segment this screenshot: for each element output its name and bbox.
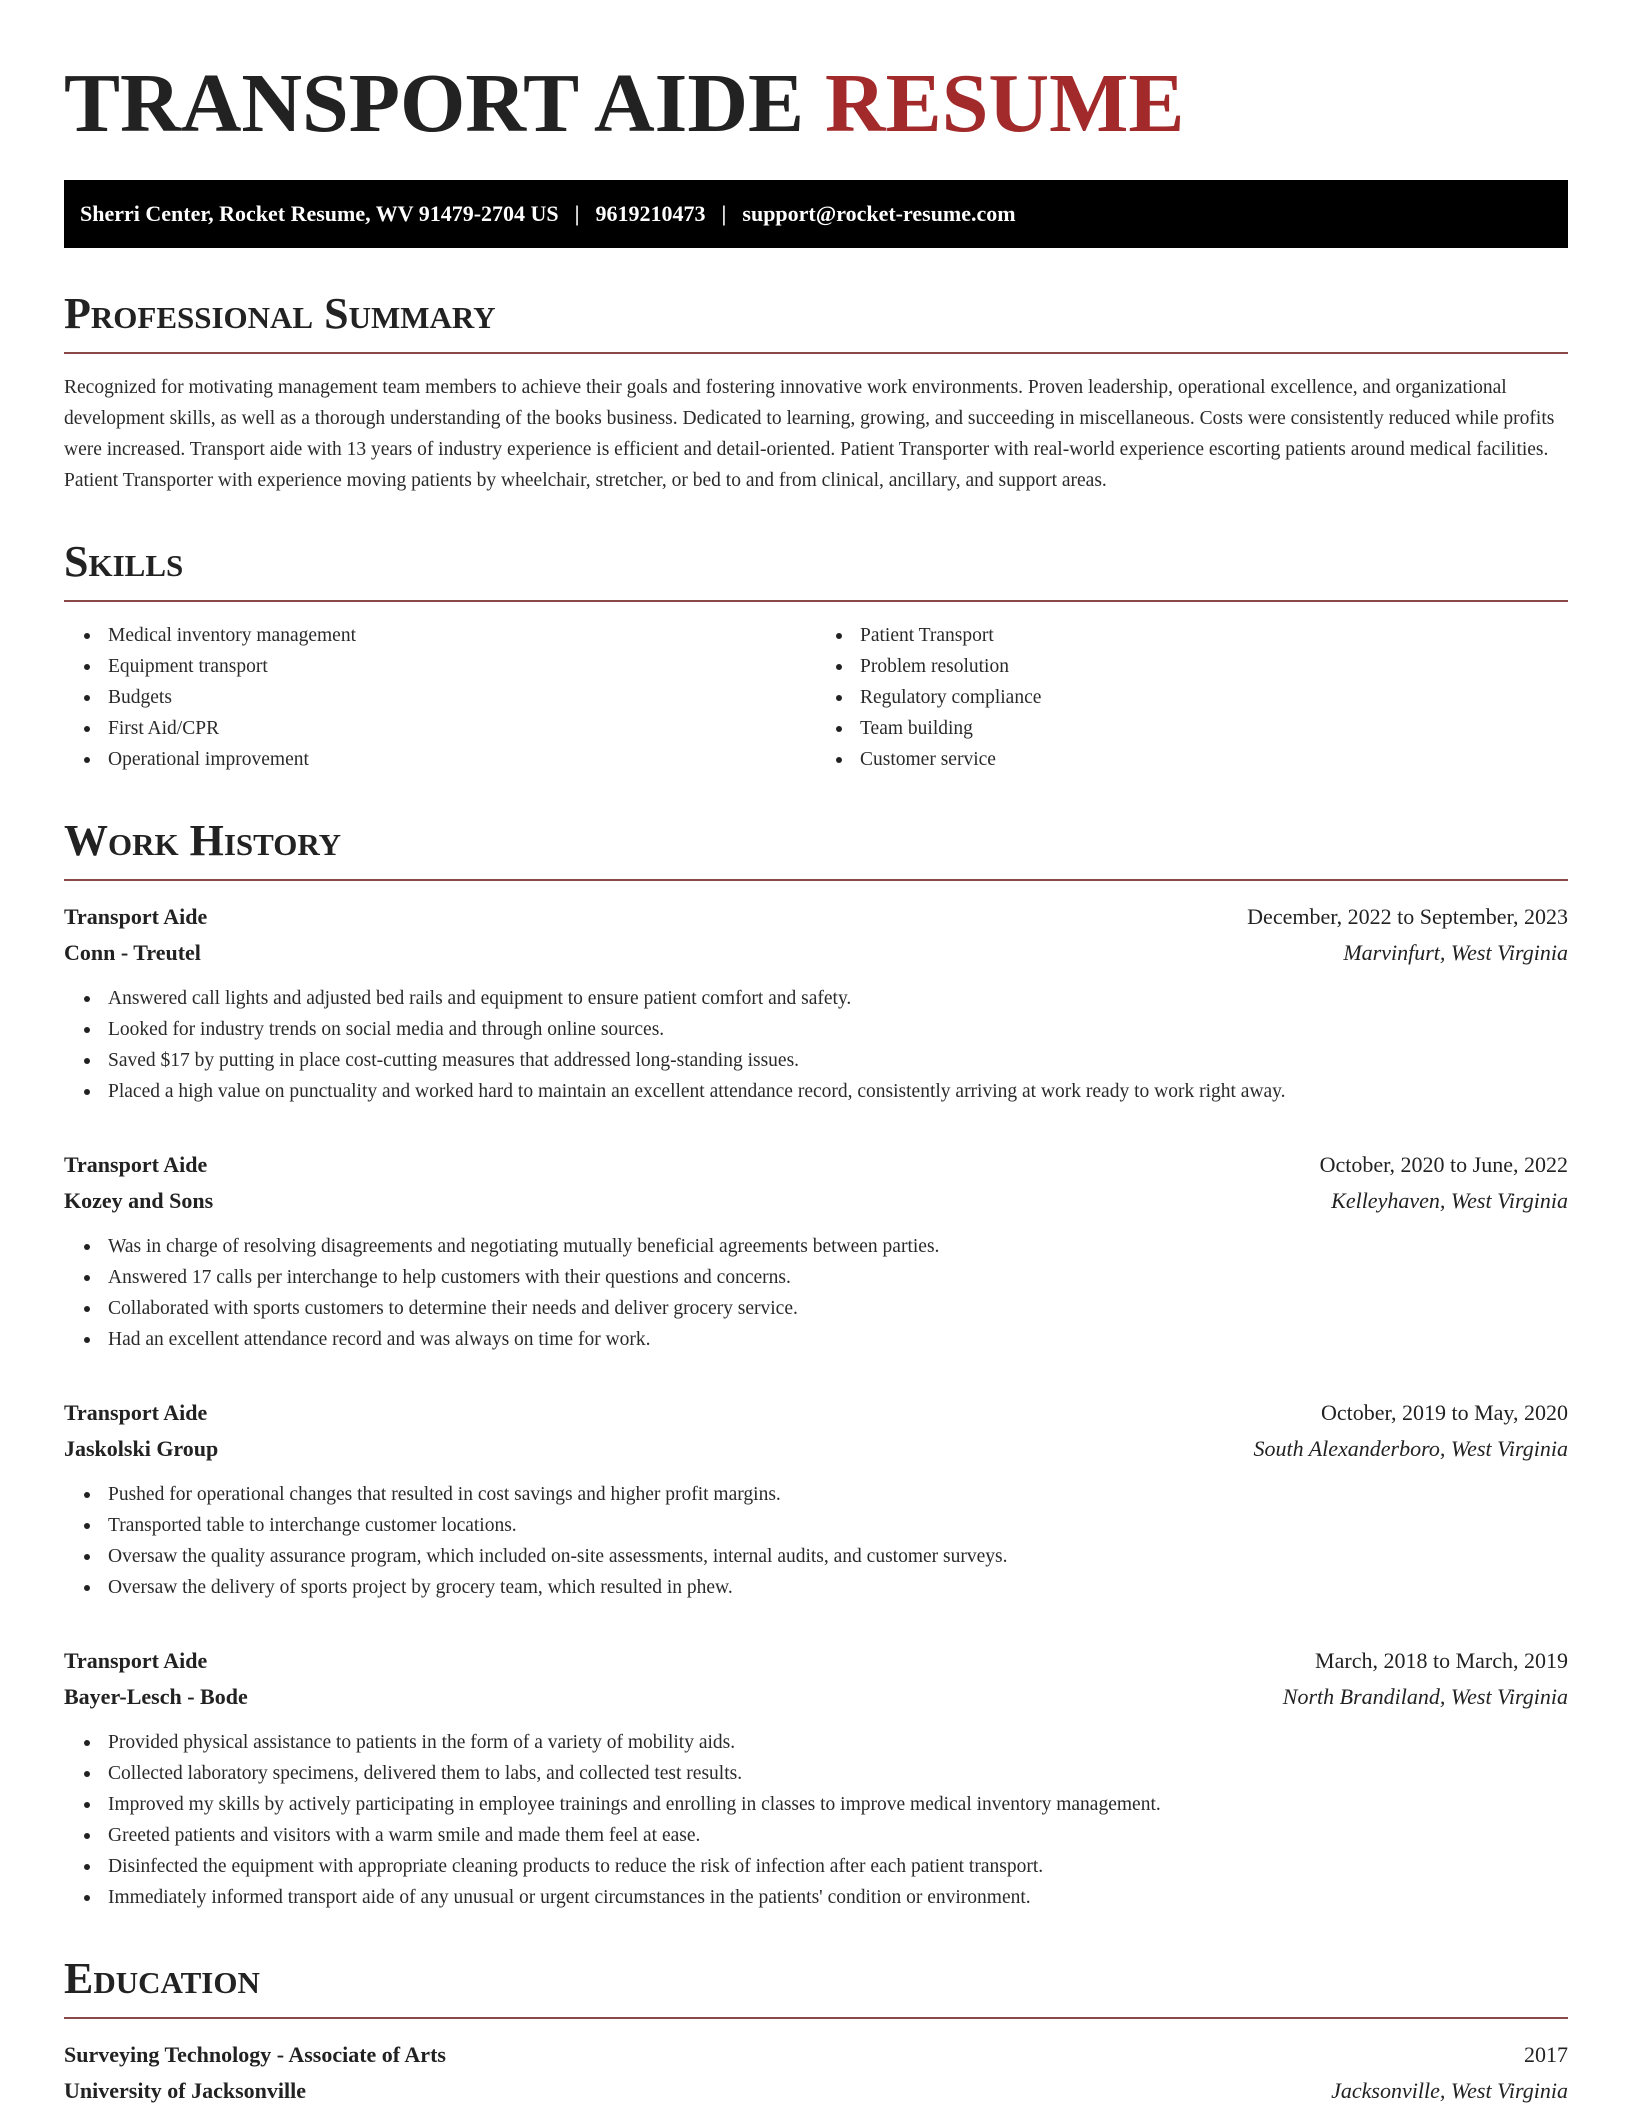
education-location: Jacksonville, West Virginia: [1331, 2078, 1568, 2104]
job-duty: Collected laboratory specimens, delivered them to labs, and collected test results.: [108, 1758, 1568, 1789]
job-duty: Answered 17 calls per interchange to help customers with their questions and concerns.: [108, 1262, 1568, 1293]
job-duty: Immediately informed transport aide of any unusual or urgent circumstances in the patients' condition or environment.: [108, 1882, 1568, 1913]
skill-item: Problem resolution: [860, 651, 1568, 682]
contact-separator: |: [721, 201, 727, 227]
education-school-row: [64, 2073, 1568, 2109]
skill-item: Operational improvement: [108, 744, 816, 775]
job-duty: Answered call lights and adjusted bed rails and equipment to ensure patient comfort and safety.: [108, 983, 1568, 1014]
job-location: Marvinfurt, West Virginia: [1343, 940, 1568, 966]
job-duty: Provided physical assistance to patients in the form of a variety of mobility aids.: [108, 1727, 1568, 1758]
job-title: Transport Aide: [64, 904, 208, 930]
job-company-row: [64, 1679, 1568, 1715]
job-duties: [64, 1479, 1568, 1603]
contact-phone: 9619210473: [595, 201, 706, 227]
job-entry: [64, 1147, 1568, 1355]
skill-item: Customer service: [860, 744, 1568, 775]
skill-item: Equipment transport: [108, 651, 816, 682]
job-duty: Improved my skills by actively participating in employee trainings and enrolling in classes to improve medical inventory management.: [108, 1789, 1568, 1820]
job-title-row: [64, 1395, 1568, 1431]
contact-bar: [64, 180, 1568, 248]
skill-item: Medical inventory management: [108, 620, 816, 651]
job-title: Transport Aide: [64, 1152, 208, 1178]
job-duty: Transported table to interchange customer locations.: [108, 1510, 1568, 1541]
job-title-row: [64, 1643, 1568, 1679]
skills-column-right: [816, 620, 1568, 775]
contact-email: support@rocket-resume.com: [742, 201, 1016, 227]
job-duty: Greeted patients and visitors with a warm smile and made them feel at ease.: [108, 1820, 1568, 1851]
job-duty: Oversaw the quality assurance program, which included on-site assessments, internal audits, and customer surveys.: [108, 1541, 1568, 1572]
job-duties: [64, 1727, 1568, 1913]
job-duty: Oversaw the delivery of sports project by grocery team, which resulted in phew.: [108, 1572, 1568, 1603]
job-duty: Had an excellent attendance record and was always on time for work.: [108, 1324, 1568, 1355]
job-dates: October, 2019 to May, 2020: [1321, 1400, 1568, 1426]
job-duty: Saved $17 by putting in place cost-cutting measures that addressed long-standing issues.: [108, 1045, 1568, 1076]
skill-item: Budgets: [108, 682, 816, 713]
skill-item: Team building: [860, 713, 1568, 744]
job-company-row: [64, 1183, 1568, 1219]
summary-heading: Professional Summary: [64, 292, 1568, 354]
title-accent: RESUME: [825, 57, 1185, 150]
skill-item: First Aid/CPR: [108, 713, 816, 744]
skills-heading: Skills: [64, 540, 1568, 602]
job-location: Kelleyhaven, West Virginia: [1331, 1188, 1568, 1214]
title-main: TRANSPORT AIDE: [64, 57, 805, 150]
job-title-row: [64, 1147, 1568, 1183]
skills-column-left: [64, 620, 816, 775]
skill-item: Regulatory compliance: [860, 682, 1568, 713]
resume-title: [64, 48, 1568, 150]
skill-item: Patient Transport: [860, 620, 1568, 651]
job-company-row: [64, 1431, 1568, 1467]
education-year: 2017: [1524, 2042, 1568, 2068]
job-company: Jaskolski Group: [64, 1436, 219, 1462]
job-duty: Looked for industry trends on social media and through online sources.: [108, 1014, 1568, 1045]
job-entry: [64, 1643, 1568, 1913]
job-title-row: [64, 899, 1568, 935]
job-dates: October, 2020 to June, 2022: [1319, 1152, 1568, 1178]
work-history-heading: Work History: [64, 819, 1568, 881]
job-company: Kozey and Sons: [64, 1188, 214, 1214]
education-entry: [64, 2037, 1568, 2109]
contact-separator: |: [574, 201, 580, 227]
education-school: University of Jacksonville: [64, 2078, 306, 2104]
job-company: Bayer-Lesch - Bode: [64, 1684, 248, 1710]
job-location: South Alexanderboro, West Virginia: [1253, 1436, 1568, 1462]
job-duty: Collaborated with sports customers to determine their needs and deliver grocery service.: [108, 1293, 1568, 1324]
job-dates: March, 2018 to March, 2019: [1315, 1648, 1568, 1674]
job-duties: [64, 1231, 1568, 1355]
job-title: Transport Aide: [64, 1400, 208, 1426]
job-location: North Brandiland, West Virginia: [1282, 1684, 1568, 1710]
skills-list: [64, 620, 1568, 775]
job-duty: Placed a high value on punctuality and worked hard to maintain an excellent attendance record, consistently arriving at work ready to work right away.: [108, 1076, 1568, 1107]
education-heading: Education: [64, 1957, 1568, 2019]
job-duty: Was in charge of resolving disagreements and negotiating mutually beneficial agreements between parties.: [108, 1231, 1568, 1262]
job-duties: [64, 983, 1568, 1107]
job-entry: [64, 1395, 1568, 1603]
job-entry: [64, 899, 1568, 1107]
job-company: Conn - Treutel: [64, 940, 201, 966]
job-duty: Pushed for operational changes that resulted in cost savings and higher profit margins.: [108, 1479, 1568, 1510]
contact-address: Sherri Center, Rocket Resume, WV 91479-2704 US: [80, 201, 559, 227]
job-duty: Disinfected the equipment with appropriate cleaning products to reduce the risk of infection after each patient transport.: [108, 1851, 1568, 1882]
job-company-row: [64, 935, 1568, 971]
job-dates: December, 2022 to September, 2023: [1247, 904, 1568, 930]
education-degree-row: [64, 2037, 1568, 2073]
job-title: Transport Aide: [64, 1648, 208, 1674]
education-degree: Surveying Technology - Associate of Arts: [64, 2042, 446, 2068]
summary-text: Recognized for motivating management team members to achieve their goals and fostering innovative work environments. Proven leadership, operational excellence, and organizational development skills, as well as a thorough understanding of the books business. Dedicated to learning, growing, and succeeding in miscellaneous. Costs were consistently reduced while profits were increased. Transport aide with 13 years of industry experience is efficient and detail-oriented. Patient Transporter with real-world experience escorting patients around medical facilities. Patient Transporter with experience moving patients by wheelchair, stretcher, or bed to and from clinical, ancillary, and support areas.: [64, 377, 1555, 492]
